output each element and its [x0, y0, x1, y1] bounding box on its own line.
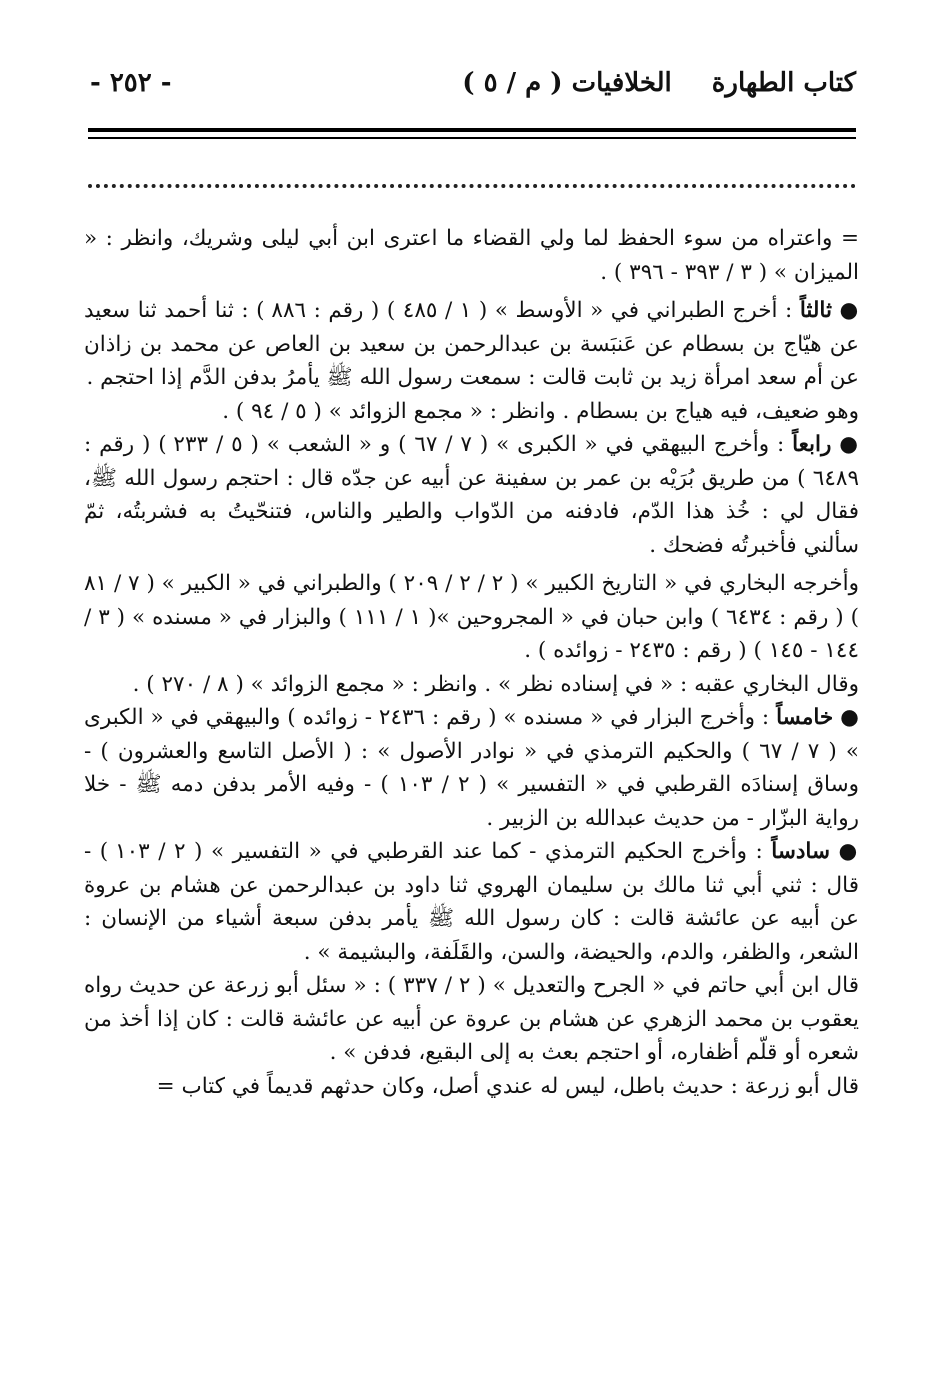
paragraph: [84, 835, 859, 969]
paragraph: [84, 294, 859, 395]
paragraph-text: : وأخرج الحكيم الترمذي - كما عند القرطبي في « التفسير » ( ٢ / ١٠٣ ) - قال : ثني أبي ثنا مالك بن سليمان الهروي ثنا داود بن عبدالرحمن عن هشام بن عروة عن أبيه عن عائشة قالت : كان رسول الله ﷺ يأمر بدفن سبعة أشياء من الإنسان : الشعر، والظفر، والدم، والحيضة، والسن، والقَلَفة، والبشيمة » .: [84, 839, 859, 965]
paragraph-lead: خامساً: [776, 705, 834, 730]
page-header: [90, 58, 856, 108]
paragraph-text: قال ابن أبي حاتم في « الجرح والتعديل » ( ٢ / ٣٣٧ ) : « سئل أبو زرعة عن حديث رواه يعقوب بن محمد الزهري عن هشام بن عروة عن أبيه عن عائشة قالت : كان إذا أخذ من شعره أو قلّم أظفاره، أو احتجم بعث به إلى البقيع، فدفن » .: [84, 973, 859, 1065]
header-rule-thin: [88, 137, 856, 139]
paragraph-lead: رابعاً: [792, 432, 832, 457]
paragraph-text: : وأخرج البيهقي في « الكبرى » ( ٧ / ٦٧ ) و « الشعب » ( ٥ / ٢٣٣ ) ( رقم : ٦٤٨٩ ) من طريق بُرَيْه بن عمر بن سفينة عن أبيه عن جدّه قال : احتجم رسول الله ﷺ، فقال لي : خُذ هذا الدّم، فادفنه من الدّواب والطير والناس، فتنحّيتُ به فشربتُه، ثمّ سألني فأخبرتُه فضحك .: [84, 432, 859, 558]
bullet-icon: ●: [839, 432, 860, 457]
section-title: الخلافيات ( م / ٥ ): [462, 68, 672, 98]
paragraph-lead: سادساً: [771, 839, 830, 864]
paragraph-text: : أخرج الطبراني في « الأوسط » ( ١ / ٤٨٥ ) ( رقم : ٨٨٦ ) : ثنا أحمد ثنا سعيد عن هيّاج بن بسطام عن عَنبَسة بن عبدالرحمن بن سعيد بن العاص عن محمد بن زاذان عن أم سعد امرأة زيد بن ثابت قالت : سمعت رسول الله ﷺ يأمرُ بدفن الدَّم إذا احتجم .: [84, 298, 859, 390]
paragraph-text: وقال البخاري عقبه : « في إسناده نظر » . وانظر : « مجمع الزوائد » ( ٨ / ٢٧٠ ) .: [132, 671, 859, 697]
paragraph: [84, 567, 859, 668]
paragraph-text: : وأخرج البزار في « مسنده » ( رقم : ٢٤٣٦ - زوائده ) والبيهقي في « الكبرى » ( ٧ / ٦٧ ) والحكيم الترمذي في « نوادر الأصول » : ( الأصل التاسع والعشرون ) - وساق إسنادَه القرطبي في « التفسير » ( ٢ / ١٠٣ ) - وفيه الأمر بدفن دمه ﷺ - خلا رواية البزّار - من حديث عبدالله بن الزبير .: [84, 705, 860, 831]
page-number: - ٢٥٢ -: [90, 68, 172, 98]
bullet-icon: ●: [838, 839, 859, 864]
paragraph-lead: ثالثاً: [799, 298, 832, 323]
paragraph-text: وأخرجه البخاري في « التاريخ الكبير » ( ٢ / ٢ / ٢٠٩ ) والطبراني في « الكبير » ( ٧ / ٨١ ) ( رقم : ٦٤٣٤ ) وابن حبان في « المجروحين »( ١ / ١١١ ) والبزار في « مسنده » ( ٣ / ١٤٤ - ١٤٥ ) ( رقم : ٢٤٣٥ - زوائده ) .: [84, 571, 859, 663]
header-rule-thick: [88, 128, 856, 132]
paragraph: [84, 969, 859, 1070]
dotted-separator: [88, 170, 856, 188]
footnote-body: [84, 222, 859, 1103]
bullet-icon: ●: [839, 298, 859, 323]
paragraph: [84, 1070, 859, 1104]
paragraph: [84, 668, 859, 702]
bullet-icon: ●: [840, 705, 859, 730]
paragraph-text: = واعتراه من سوء الحفظ لما ولي القضاء ما اعترى ابن أبي ليلى وشريك، وانظر : « الميزان » ( ٣ / ٣٩٣ - ٣٩٦ ) .: [84, 226, 859, 285]
paragraph: [84, 701, 859, 835]
paragraph: [84, 395, 859, 429]
paragraph-text: قال أبو زرعة : حديث باطل، ليس له عندي أصل، وكان حدثهم قديماً في كتاب =: [156, 1073, 859, 1099]
book-title: كتاب الطهارة: [711, 68, 856, 98]
paragraph: [84, 428, 859, 562]
paragraph: [84, 222, 859, 289]
header-titles: [462, 68, 856, 98]
paragraph-text: وهو ضعيف، فيه هياج بن بسطام . وانظر : « مجمع الزوائد » ( ٥ / ٩٤ ) .: [222, 398, 859, 424]
